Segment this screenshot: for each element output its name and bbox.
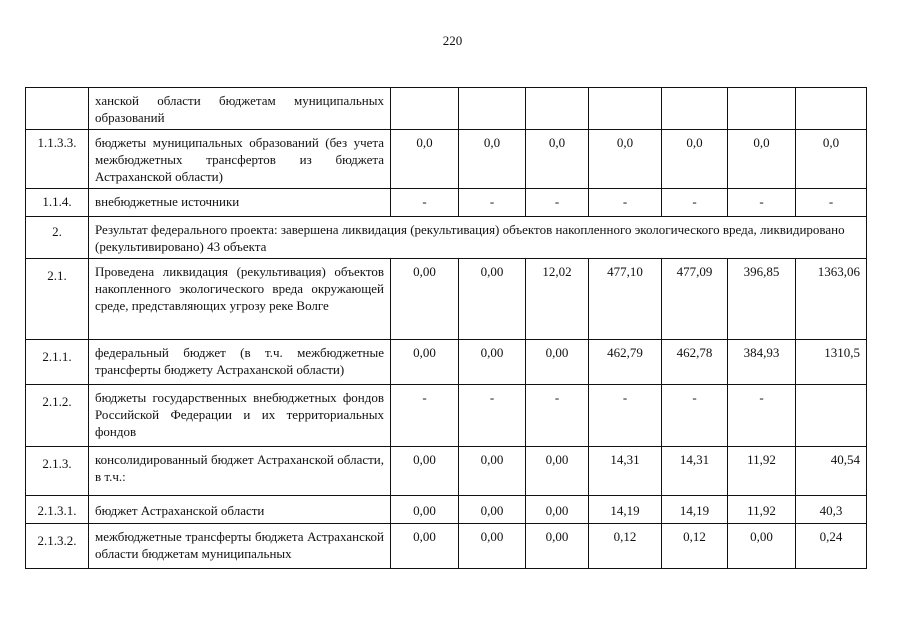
row-code: 2.1.3.2. xyxy=(26,524,89,569)
cell-value: - xyxy=(662,385,728,447)
cell-value: 0,00 xyxy=(728,524,796,569)
cell-value: - xyxy=(391,385,459,447)
cell-value: 14,31 xyxy=(589,447,662,496)
cell-value: 0,24 xyxy=(796,524,867,569)
cell-value: 12,02 xyxy=(526,259,589,340)
row-name: межбюджетные трансферты бюджета Астраханской области бюджетам муниципальных xyxy=(89,524,391,569)
table-row xyxy=(26,447,867,496)
cell-value: 0,0 xyxy=(526,130,589,189)
cell-value: 384,93 xyxy=(728,340,796,385)
cell-value: - xyxy=(459,385,526,447)
cell-value: 0,00 xyxy=(459,447,526,496)
cell-value: 0,00 xyxy=(459,259,526,340)
cell-value: 0,12 xyxy=(589,524,662,569)
cell-value: 0,00 xyxy=(526,340,589,385)
row-name: ханской области бюджетам муниципальных образований xyxy=(89,88,391,130)
table-row xyxy=(26,217,867,259)
row-code: 1.1.4. xyxy=(26,189,89,217)
cell-value xyxy=(728,88,796,130)
cell-value: 0,00 xyxy=(391,340,459,385)
cell-value: 0,00 xyxy=(459,340,526,385)
cell-value xyxy=(589,88,662,130)
row-name: бюджеты муниципальных образований (без учета межбюджетных трансфертов из бюджета Астраханской области) xyxy=(89,130,391,189)
cell-value: 0,00 xyxy=(391,447,459,496)
budget-table xyxy=(25,87,867,569)
cell-value: - xyxy=(728,189,796,217)
section-heading: Результат федерального проекта: завершена ликвидация (рекультивация) объектов накопленного экологического вреда, ликвидировано (рекультивировано) 43 объекта xyxy=(89,217,867,259)
table-row xyxy=(26,88,867,130)
cell-value: 396,85 xyxy=(728,259,796,340)
cell-value: 0,00 xyxy=(526,524,589,569)
cell-value xyxy=(796,88,867,130)
row-name: федеральный бюджет (в т.ч. межбюджетные трансферты бюджету Астраханской области) xyxy=(89,340,391,385)
cell-value: 0,0 xyxy=(662,130,728,189)
cell-value: 0,0 xyxy=(589,130,662,189)
cell-value: 0,0 xyxy=(796,130,867,189)
row-code: 1.1.3.3. xyxy=(26,130,89,189)
cell-value xyxy=(662,88,728,130)
cell-value: 0,00 xyxy=(391,524,459,569)
cell-value: 14,31 xyxy=(662,447,728,496)
cell-value: 14,19 xyxy=(662,496,728,524)
cell-value xyxy=(459,88,526,130)
row-code: 2.1. xyxy=(26,259,89,340)
row-code: 2.1.2. xyxy=(26,385,89,447)
cell-value: 462,78 xyxy=(662,340,728,385)
cell-value: 0,12 xyxy=(662,524,728,569)
cell-value: - xyxy=(589,189,662,217)
row-name: внебюджетные источники xyxy=(89,189,391,217)
table-row xyxy=(26,259,867,340)
cell-value: 11,92 xyxy=(728,447,796,496)
cell-value: 40,54 xyxy=(796,447,867,496)
cell-value: 0,0 xyxy=(728,130,796,189)
row-name: бюджеты государственных внебюджетных фондов Российской Федерации и их территориальных фондов xyxy=(89,385,391,447)
row-code: 2.1.1. xyxy=(26,340,89,385)
cell-value: 0,00 xyxy=(526,496,589,524)
cell-value: - xyxy=(391,189,459,217)
cell-value xyxy=(796,385,867,447)
cell-value: 14,19 xyxy=(589,496,662,524)
cell-value: - xyxy=(526,385,589,447)
cell-value xyxy=(391,88,459,130)
cell-value: 462,79 xyxy=(589,340,662,385)
table-row xyxy=(26,130,867,189)
cell-value: 1363,06 xyxy=(796,259,867,340)
cell-value: - xyxy=(459,189,526,217)
cell-value xyxy=(526,88,589,130)
row-code: 2.1.3. xyxy=(26,447,89,496)
cell-value: - xyxy=(526,189,589,217)
cell-value: 40,3 xyxy=(796,496,867,524)
row-code: 2.1.3.1. xyxy=(26,496,89,524)
row-name: бюджет Астраханской области xyxy=(89,496,391,524)
cell-value: 0,00 xyxy=(459,524,526,569)
row-name: консолидированный бюджет Астраханской области, в т.ч.: xyxy=(89,447,391,496)
cell-value: 11,92 xyxy=(728,496,796,524)
table-row xyxy=(26,496,867,524)
table-row xyxy=(26,524,867,569)
cell-value: - xyxy=(589,385,662,447)
cell-value: 1310,5 xyxy=(796,340,867,385)
cell-value: 477,09 xyxy=(662,259,728,340)
cell-value: 0,0 xyxy=(459,130,526,189)
table-row xyxy=(26,340,867,385)
cell-value: 0,00 xyxy=(391,259,459,340)
row-code xyxy=(26,88,89,130)
cell-value: 0,0 xyxy=(391,130,459,189)
cell-value: - xyxy=(662,189,728,217)
cell-value: - xyxy=(796,189,867,217)
page-number: 220 xyxy=(442,33,463,48)
row-name: Проведена ликвидация (рекультивация) объектов накопленного экологического вреда окружающей среде, представляющих угрозу реке Волге xyxy=(89,259,391,340)
cell-value: 0,00 xyxy=(391,496,459,524)
table-row xyxy=(26,189,867,217)
row-code: 2. xyxy=(26,217,89,259)
cell-value: 0,00 xyxy=(526,447,589,496)
cell-value: 0,00 xyxy=(459,496,526,524)
cell-value: 477,10 xyxy=(589,259,662,340)
cell-value: - xyxy=(728,385,796,447)
table-row xyxy=(26,385,867,447)
